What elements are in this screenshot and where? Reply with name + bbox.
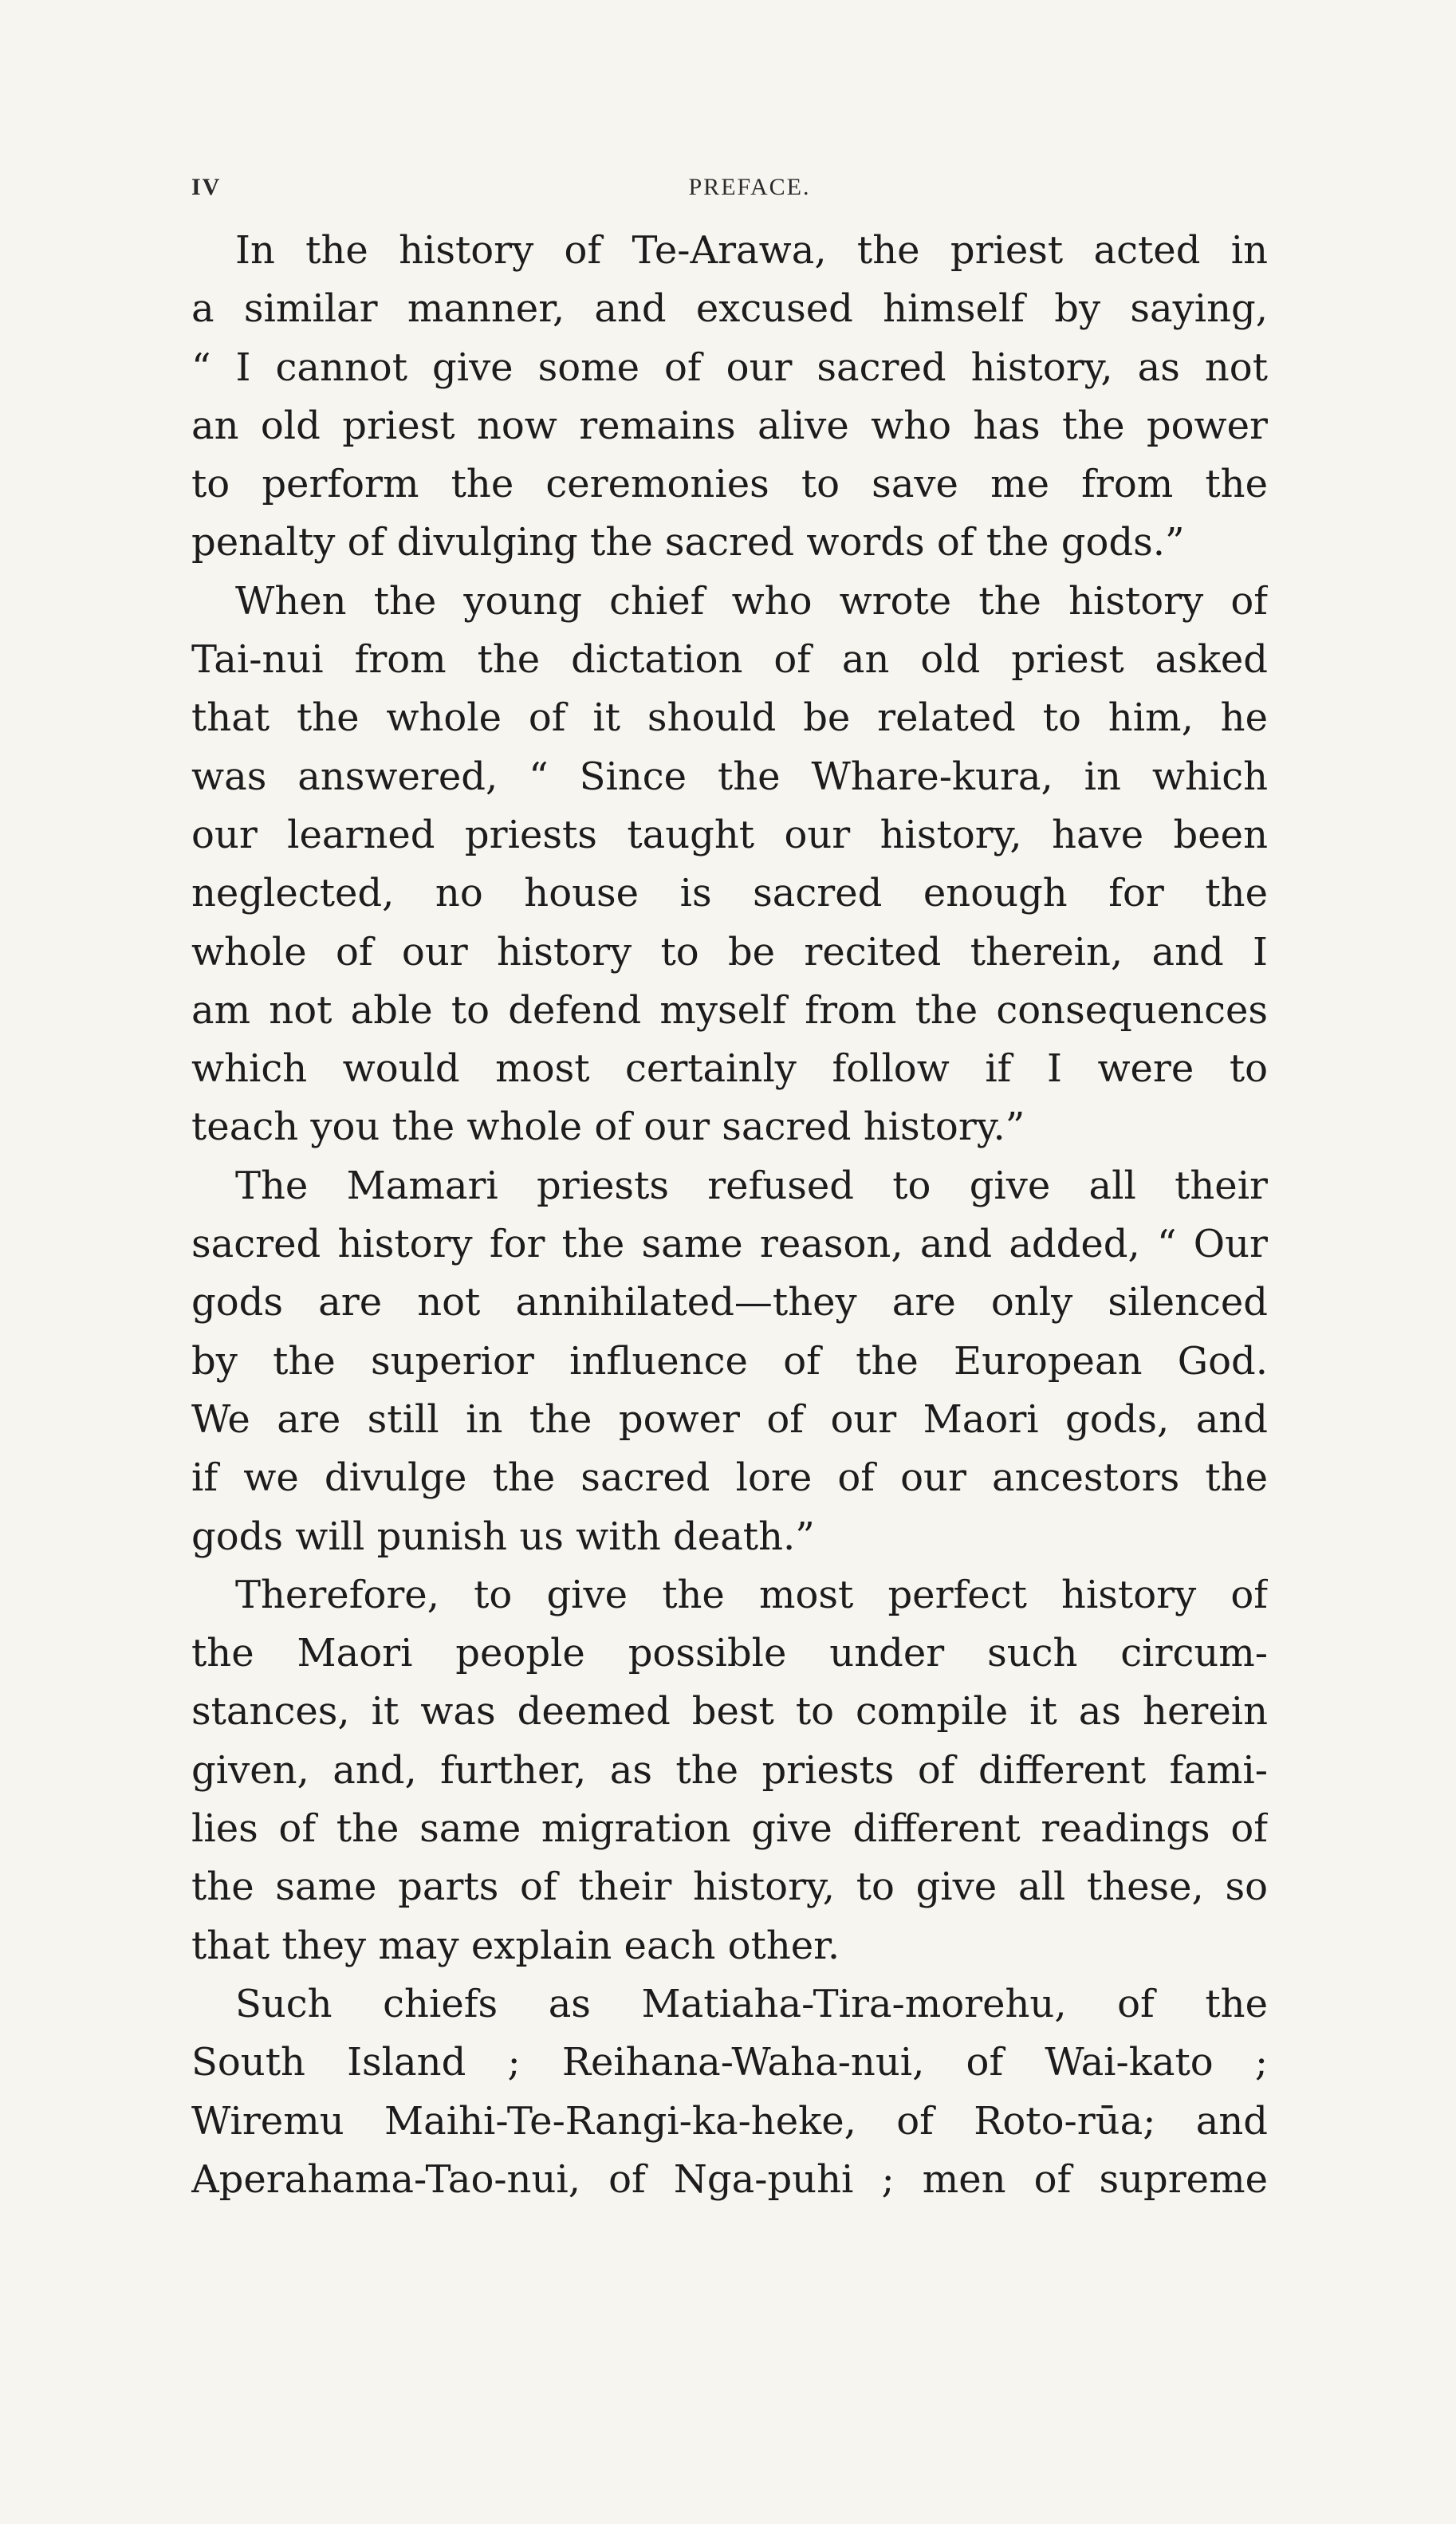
text-line: which would most certainly follow if I were to — [191, 1046, 1268, 1092]
text-line: whole of our history to be recited therein, and I — [191, 929, 1268, 975]
text-line: given, and, further, as the priests of different fami- — [191, 1747, 1268, 1793]
text-line: that they may explain each other. — [191, 1923, 840, 1968]
running-title: PREFACE. — [688, 174, 811, 200]
text-line: am not able to defend myself from the consequences — [191, 987, 1268, 1033]
text-line: Tai-nui from the dictation of an old priest asked — [191, 637, 1268, 683]
text-line: Such chiefs as Matiaha-Tira-morehu, of the — [235, 1981, 1268, 2026]
page-number: IV — [191, 174, 222, 200]
running-head — [191, 174, 1268, 214]
text-line: our learned priests taught our history, have been — [191, 812, 1268, 857]
text-line: the same parts of their history, to give all these, so — [191, 1864, 1268, 1910]
text-line: Wiremu Maihi-Te-Rangi-ka-heke, of Roto-rūa; and — [191, 2098, 1268, 2144]
text-line: a similar manner, and excused himself by saying, — [191, 286, 1268, 332]
text-line: to perform the ceremonies to save me from the — [191, 462, 1268, 507]
text-line: The Mamari priests refused to give all their — [235, 1163, 1268, 1208]
text-line: was answered, “ Since the Whare-kura, in which — [191, 754, 1268, 799]
text-line: We are still in the power of our Maori gods, and — [191, 1396, 1268, 1442]
text-line: that the whole of it should be related to him, he — [191, 695, 1268, 741]
text-line: by the superior influence of the European God. — [191, 1338, 1268, 1384]
text-line: “ I cannot give some of our sacred history, as not — [191, 345, 1268, 390]
text-line: an old priest now remains alive who has the power — [191, 403, 1268, 448]
text-line: Aperahama-Tao-nui, of Nga-puhi ; men of supreme — [191, 2156, 1268, 2202]
text-line: sacred history for the same reason, and added, “ Our — [191, 1222, 1268, 1267]
text-line: When the young chief who wrote the history of — [235, 578, 1268, 624]
text-line: lies of the same migration give different readings of — [191, 1806, 1268, 1852]
text-line: penalty of divulging the sacred words of the gods.” — [191, 520, 1185, 565]
text-line: gods are not annihilated—they are only silenced — [191, 1280, 1268, 1325]
text-line: South Island ; Reihana-Waha-nui, of Wai-kato ; — [191, 2040, 1268, 2085]
text-line: neglected, no house is sacred enough for the — [191, 871, 1268, 916]
text-line: if we divulge the sacred lore of our ancestors the — [191, 1455, 1268, 1501]
text-line: gods will punish us with death.” — [191, 1514, 815, 1559]
text-line: Therefore, to give the most perfect history of — [235, 1572, 1268, 1617]
text-line: stances, it was deemed best to compile it as herein — [191, 1689, 1268, 1735]
body-text — [191, 222, 1268, 2209]
text-line: In the history of Te-Arawa, the priest acted in — [235, 228, 1268, 273]
text-line: the Maori people possible under such circum- — [191, 1631, 1268, 1676]
text-line: teach you the whole of our sacred history.” — [191, 1104, 1025, 1150]
